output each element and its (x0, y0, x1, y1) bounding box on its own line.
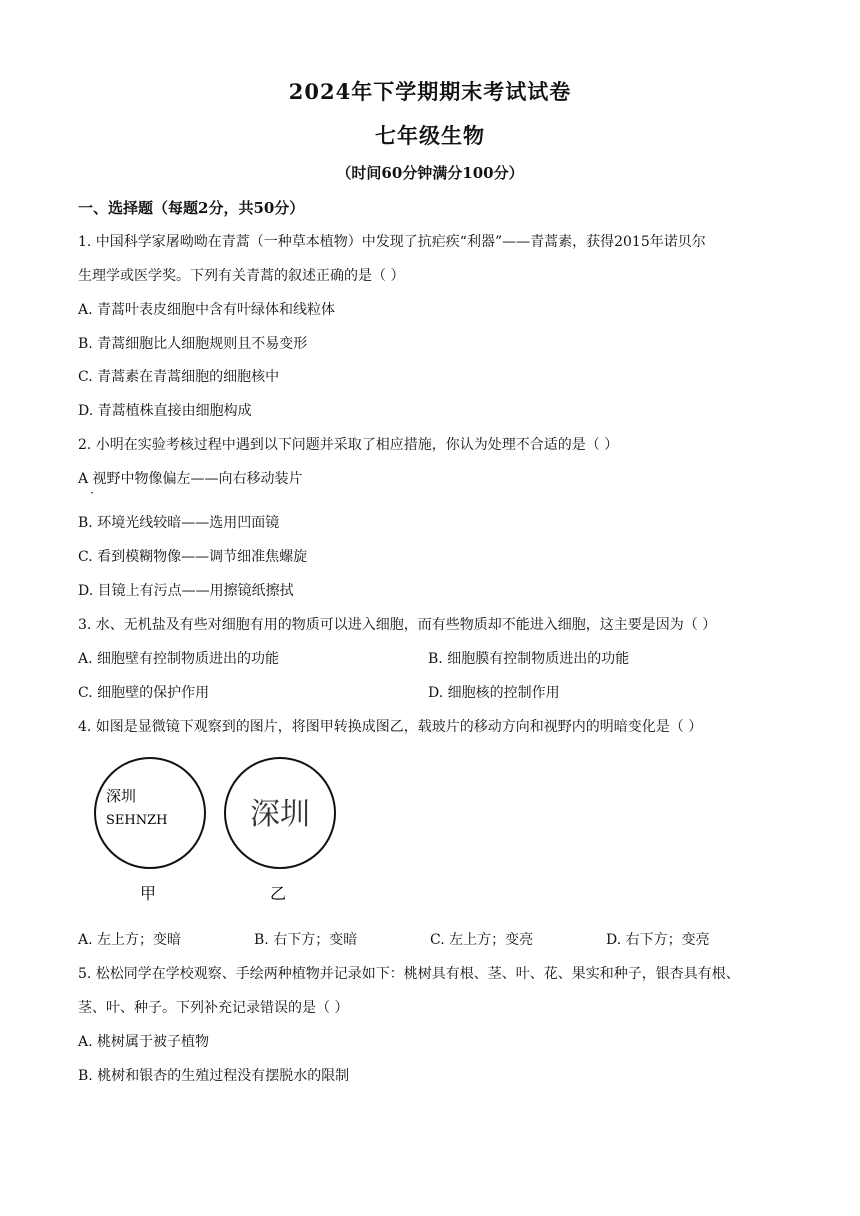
q3-option-a: A. 细胞壁有控制物质进出的功能 (78, 651, 280, 667)
q3-stem: 3. 水、无机盐及有些对细胞有用的物质可以进入细胞，而有些物质却不能进入细胞，这主要是因为（ ） (78, 617, 717, 633)
q4-stem: 4. 如图是显微镜下观察到的图片，将图甲转换成图乙，载玻片的移动方向和视野内的明暗变化是（ ） (78, 719, 703, 735)
view-jia-text-en: SEHNZH (106, 813, 168, 828)
q2-option-a-dot: · (90, 486, 94, 500)
q1-stem-line2: 生理学或医学奖。下列有关青蒿的叙述正确的是（ ） (78, 268, 405, 284)
view-jia-text-cn: 深圳 (106, 787, 137, 805)
q1-option-c: C. 青蒿素在青蒿细胞的细胞核中 (78, 369, 280, 385)
exam-subject: 七年级生物 (375, 123, 485, 148)
label-yi: 乙 (270, 884, 287, 903)
q5-stem-line1: 5. 松松同学在学校观察、手绘两种植物并记录如下：桃树具有根、茎、叶、花、果实和种子，银杏具有根、 (78, 966, 740, 982)
q1-option-a: A. 青蒿叶表皮细胞中含有叶绿体和线粒体 (78, 302, 336, 318)
q1-option-b: B. 青蒿细胞比人细胞规则且不易变形 (78, 336, 308, 352)
q5-option-b: B. 桃树和银杏的生殖过程没有摆脱水的限制 (78, 1068, 350, 1084)
q2-option-a: A 视野中物像偏左——向右移动装片 (78, 471, 303, 487)
q5-stem-line2: 茎、叶、种子。下列补充记录错误的是（ ） (78, 1000, 349, 1016)
q4-option-d: D. 右下方；变亮 (606, 932, 710, 948)
section-heading: 一、选择题（每题2分，共50分） (78, 199, 305, 217)
q2-option-b: B. 环境光线较暗——选用凹面镜 (78, 515, 280, 531)
q4-option-a: A. 左上方；变暗 (78, 932, 182, 948)
microscope-figure (90, 756, 350, 906)
exam-info: （时间60分钟满分100分） (336, 164, 524, 182)
q1-stem-line1: 1. 中国科学家屠呦呦在青蒿（一种草本植物）中发现了抗疟疾“利器”——青蒿素，获得2015年诺贝尔 (78, 234, 706, 250)
q2-stem: 2. 小明在实验考核过程中遇到以下问题并采取了相应措施，你认为处理不合适的是（ ） (78, 437, 619, 453)
q4-option-b: B. 右下方；变暗 (254, 932, 358, 948)
q1-option-d: D. 青蒿植株直接由细胞构成 (78, 403, 252, 419)
exam-title: 2024年下学期期末考试试卷 (288, 79, 572, 104)
q5-option-a: A. 桃树属于被子植物 (78, 1034, 210, 1050)
q3-option-d: D. 细胞核的控制作用 (428, 685, 560, 701)
label-jia: 甲 (140, 884, 157, 903)
view-yi-text: 深圳 (250, 797, 310, 832)
q2-option-d: D. 目镜上有污点——用擦镜纸擦拭 (78, 583, 294, 599)
q3-option-c: C. 细胞壁的保护作用 (78, 685, 210, 701)
microscope-views-svg (90, 756, 350, 906)
q4-option-c: C. 左上方；变亮 (430, 932, 534, 948)
q3-option-b: B. 细胞膜有控制物质进出的功能 (428, 651, 630, 667)
q2-option-c: C. 看到模糊物像——调节细准焦螺旋 (78, 549, 308, 565)
